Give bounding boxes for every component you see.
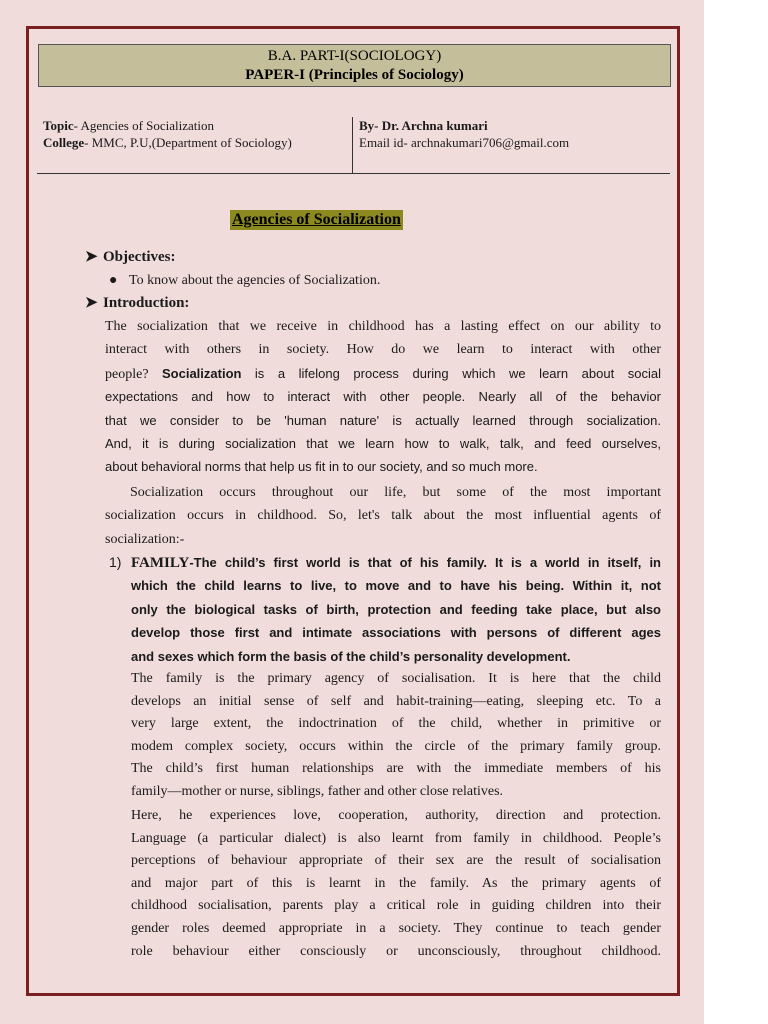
text-line: socialization:- xyxy=(105,531,185,547)
text-line: FAMILY-The child’s first world is that of his family. It is a world in itself, in xyxy=(131,555,661,571)
family-paragraph xyxy=(131,551,661,668)
introduction-heading: ➤ Introduction: xyxy=(85,295,190,311)
text-line: expectations and how to interact with other people. Nearly all of the behavior xyxy=(105,389,661,405)
author: By- Dr. Archna kumari xyxy=(359,118,488,133)
text-line: develop those first and intimate associations with persons of different ages xyxy=(131,625,661,641)
college-label: College xyxy=(43,135,85,150)
bullet-dot-icon: ● xyxy=(109,273,118,288)
arrow-bullet-icon: ➤ xyxy=(85,295,98,311)
college-value: - MMC, P.U,(Department of Sociology) xyxy=(84,135,292,150)
family-paragraph-2 xyxy=(131,668,661,804)
text-line: perceptions of behaviour appropriate of their sex are the result of socialisation xyxy=(131,853,661,869)
text-line: The family is the primary agency of socialisation. It is here that the child xyxy=(131,671,661,686)
objective-item: ● To know about the agencies of Socialization. xyxy=(129,271,380,291)
paper-title: PAPER-I (Principles of Sociology) xyxy=(245,67,464,83)
arrow-bullet-icon: ➤ xyxy=(85,249,98,265)
family-paragraph-3 xyxy=(131,805,661,963)
text-line: and major part of this is learnt in the family. As the primary agents of xyxy=(131,875,661,891)
text-line: Language (a particular dialect) is also learnt from family in childhood. People’s xyxy=(131,830,661,846)
document-title: Agencies of Socialization xyxy=(232,211,401,228)
text-line: that we consider to be 'human nature' is actually learned through socialization. xyxy=(105,412,661,428)
topic-column xyxy=(43,117,348,151)
list-number: 1) xyxy=(109,554,122,570)
text-line: The child’s first human relationships are with the immediate members of his xyxy=(131,761,661,777)
page-margin-strip xyxy=(704,0,768,1024)
info-section xyxy=(37,117,670,174)
text-line: role behaviour either consciously or unconsciously, throughout childhood. xyxy=(131,943,661,959)
text-line: gender roles deemed appropriate in a society. They continue to teach gender xyxy=(131,920,661,936)
course-header xyxy=(38,44,671,87)
text-line: And, it is during socialization that we learn how to walk, talk, and feed ourselves, xyxy=(105,435,661,451)
info-divider xyxy=(352,117,353,173)
text-line: childhood socialisation, parents play a critical role in guiding children into their xyxy=(131,898,661,914)
text-line: develops an initial sense of self and habit-training—eating, sleeping etc. To a xyxy=(131,693,661,709)
email: Email id- archnakumari706@gmail.com xyxy=(359,135,570,150)
text-line: very large extent, the indoctrination of the child, whether in primitive or xyxy=(131,716,661,732)
text-line: socialization occurs in childhood. So, let's talk about the most influential agents of xyxy=(105,508,661,524)
document-page xyxy=(26,26,680,996)
introduction-paragraph xyxy=(105,315,661,479)
text-line: people? Socialization is a lifelong process during which we learn about social xyxy=(105,365,661,382)
topic-value: - Agencies of Socialization xyxy=(73,118,215,133)
text-line: interact with others in society. How do we learn to interact with other xyxy=(105,342,661,358)
socialization-paragraph xyxy=(105,481,661,551)
text-line: Here, he experiences love, cooperation, authority, direction and protection. xyxy=(131,808,661,823)
text-line: about behavioral norms that help us fit in to our society, and so much more. xyxy=(105,459,538,475)
author-column xyxy=(359,117,664,151)
text-line: only the biological tasks of birth, protection and feeding take place, but also xyxy=(131,601,661,617)
objectives-heading: ➤ Objectives: xyxy=(85,249,176,265)
text-line: modem complex society, occurs within the circle of the primary family group. xyxy=(131,738,661,754)
text-line: family—mother or nurse, siblings, father and other close relatives. xyxy=(131,783,504,799)
text-line: Socialization occurs throughout our life, but some of the most important xyxy=(130,485,661,500)
text-line: which the child learns to live, to move and to have his being. Within it, not xyxy=(131,578,661,594)
text-line: and sexes which form the basis of the child’s personality development. xyxy=(131,648,571,664)
text-line: The socialization that we receive in childhood has a lasting effect on our ability to xyxy=(105,319,661,334)
course-title: B.A. PART-I(SOCIOLOGY) xyxy=(267,48,442,64)
topic-label: Topic xyxy=(43,118,74,133)
